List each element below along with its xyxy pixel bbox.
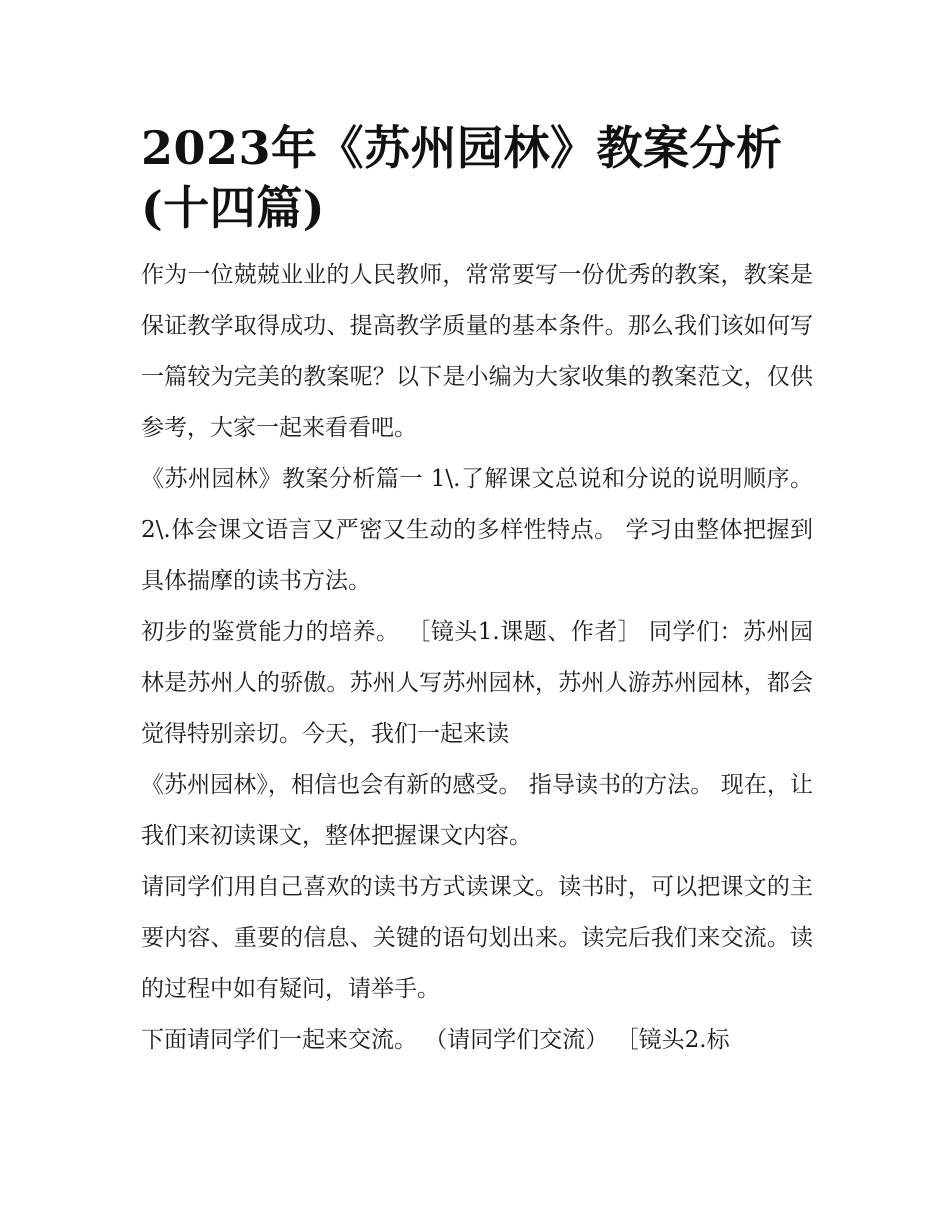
paragraph-reading-method: 《苏州园林》，相信也会有新的感受。 指导读书的方法。 现在，让我们来初读课文，整体把握课文内容。: [141, 772, 813, 849]
paragraph-camera-one: 初步的鉴赏能力的培养。 ［镜头1.课题、作者］ 同学们：苏州园林是苏州人的骄傲。苏州人写苏州园林，苏州人游苏州园林，都会觉得特别亲切。今天，我们一起来读: [141, 619, 813, 747]
paragraph-lesson-one: 《苏州园林》教案分析篇一 1\.了解课文总说和分说的说明顺序。 2\.体会课文语言又严密又生动的多样性特点。 学习由整体把握到具体揣摩的读书方法。: [141, 466, 813, 594]
document-title: 2023年《苏州园林》教案分析(十四篇): [141, 121, 783, 235]
document-page: [141, 118, 813, 1066]
document-body: [141, 250, 813, 1066]
paragraph-reading-instructions: 请同学们用自己喜欢的读书方式读课文。读书时，可以把课文的主要内容、重要的信息、关键的语句划出来。读完后我们来交流。读的过程中如有疑问，请举手。: [141, 874, 813, 1002]
paragraph-intro: 作为一位兢兢业业的人民教师，常常要写一份优秀的教案，教案是保证教学取得成功、提高教学质量的基本条件。那么我们该如何写一篇较为完美的教案呢？以下是小编为大家收集的教案范文，仅供参考，大家一起来看看吧。: [141, 262, 813, 441]
paragraph-exchange: 下面请同学们一起来交流。 （请同学们交流） ［镜头2.标: [141, 1027, 730, 1053]
